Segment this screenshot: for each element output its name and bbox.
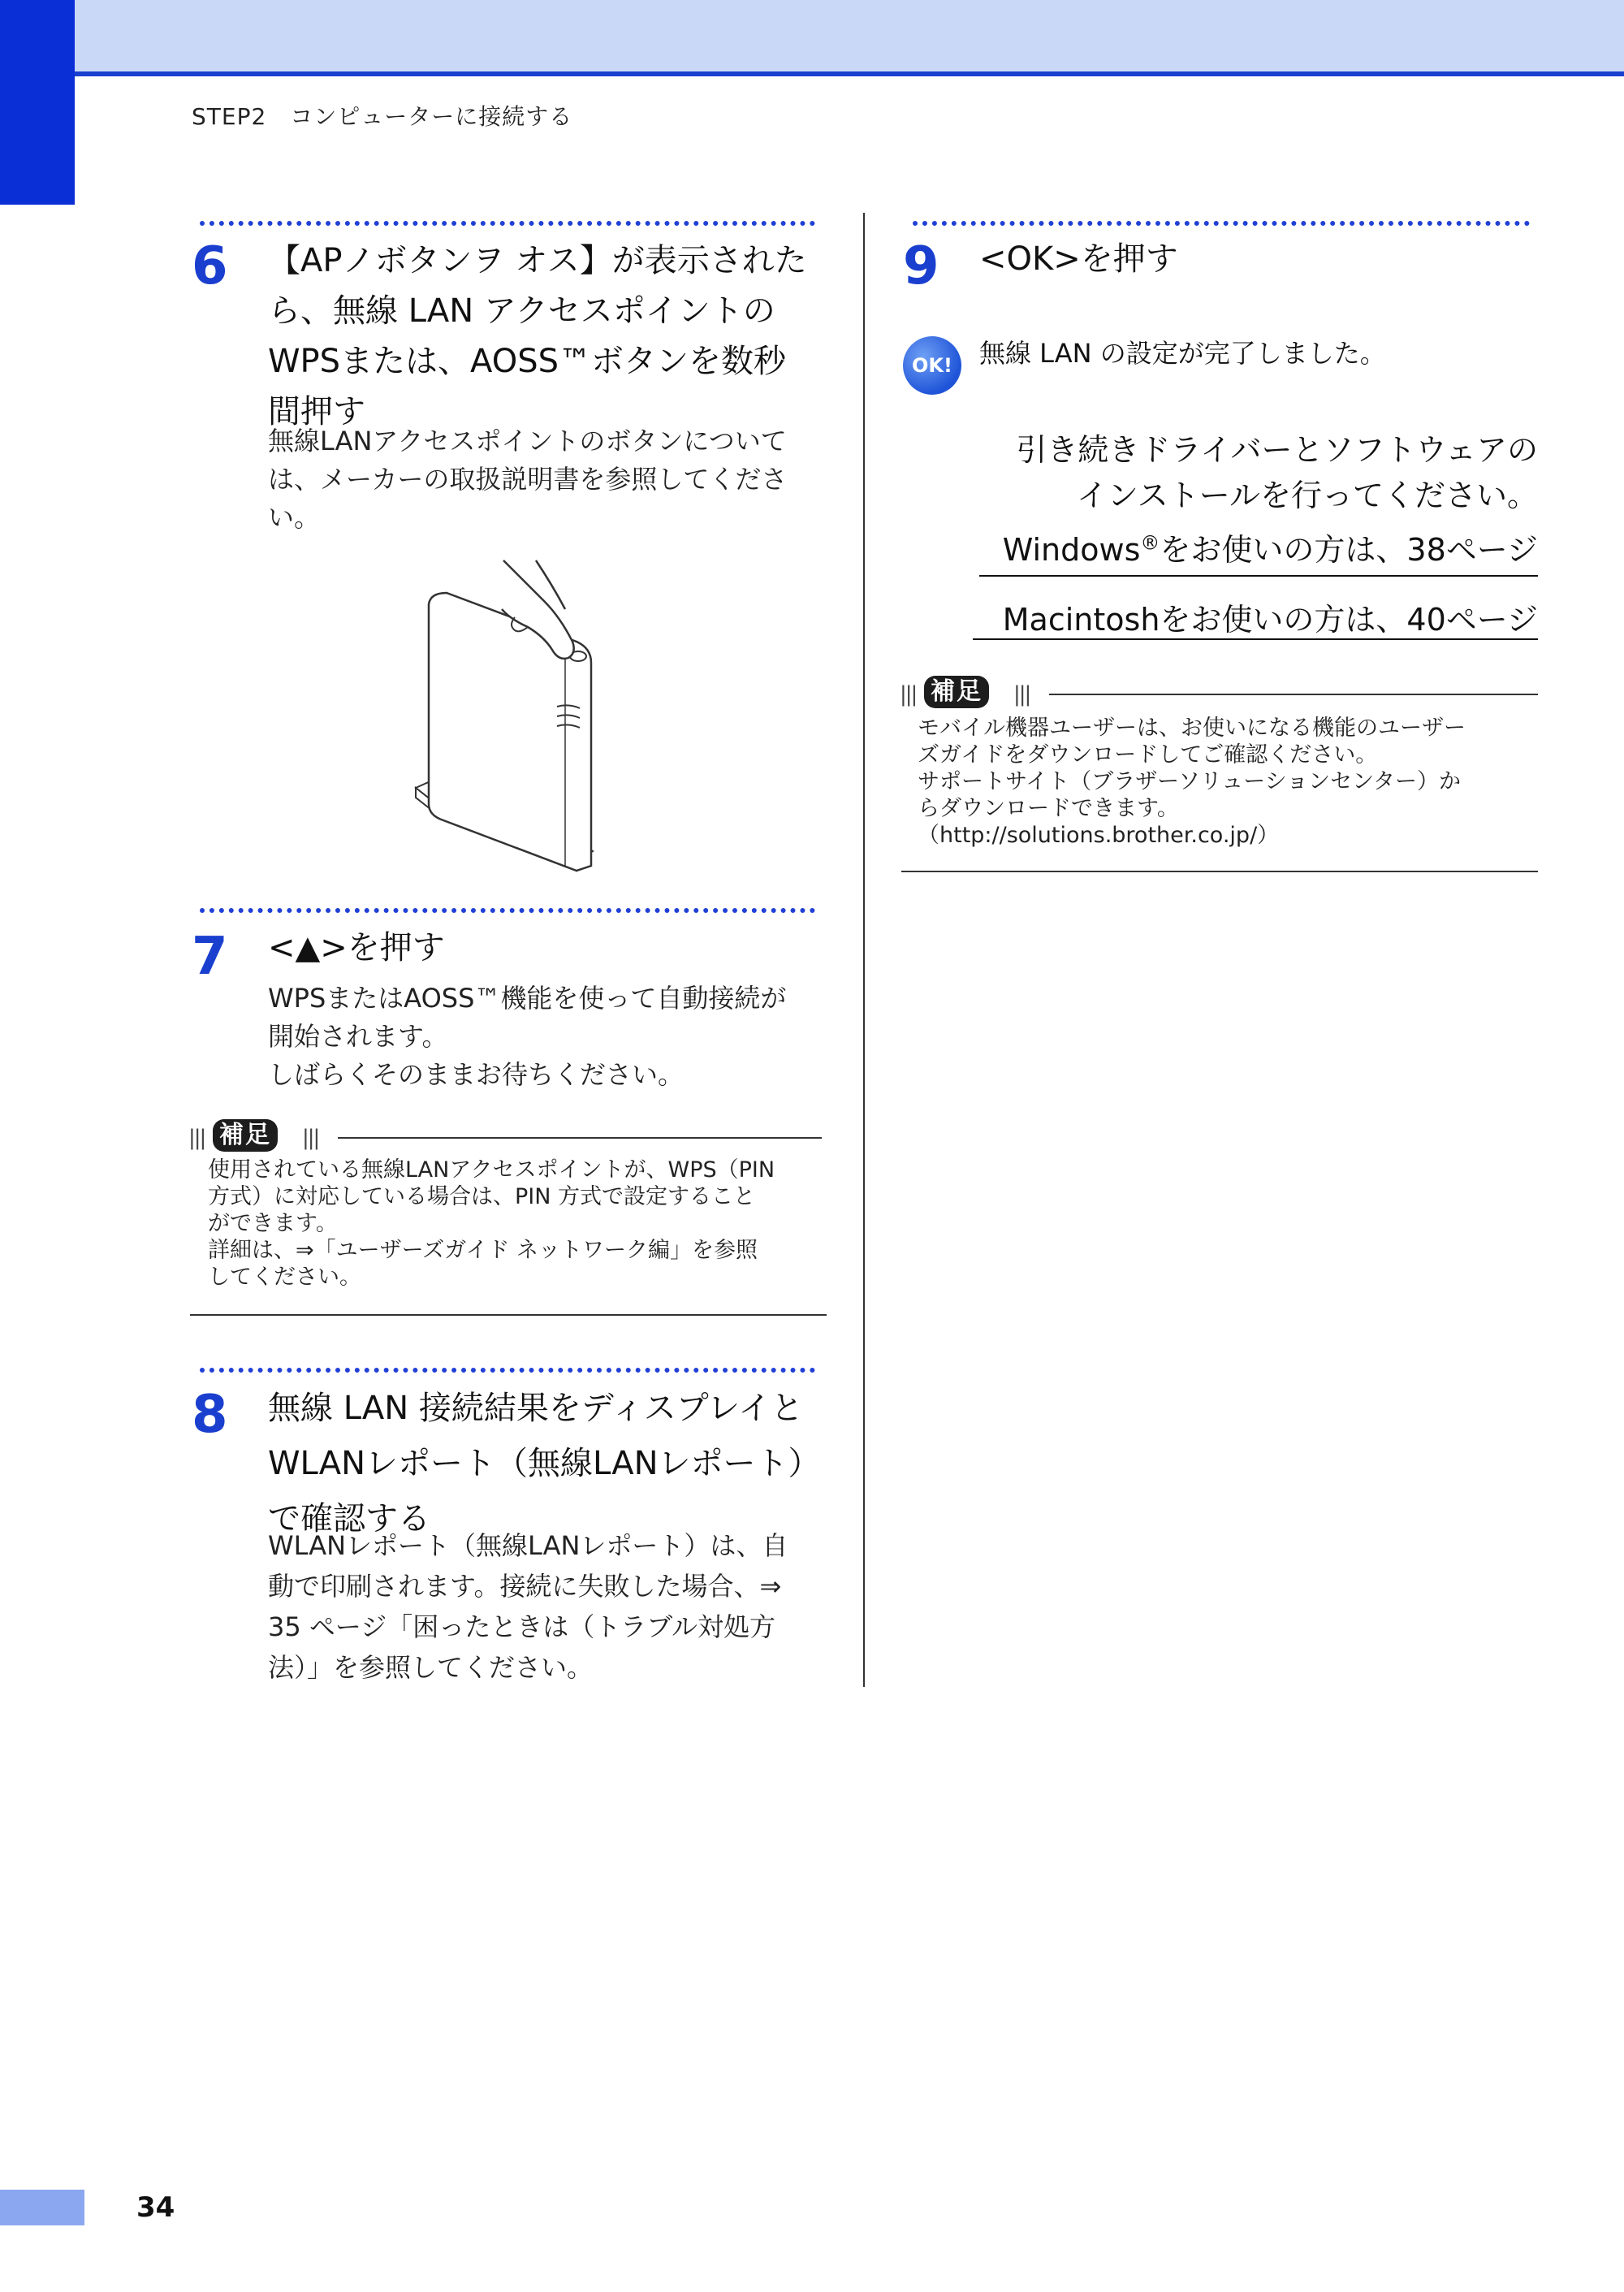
note-2-badge: 補足 [924,676,989,708]
note-1-header [188,1119,822,1152]
note-1-badge: 補足 [213,1119,278,1152]
note-2-bars-left: ||| [900,682,917,707]
note-2-line: （http://solutions.brother.co.jp/） [918,823,1280,848]
step-6-title [268,236,807,437]
step-6-body [268,422,787,537]
continue-line: 引き続きドライバーとソフトウェアの [1016,432,1538,468]
note-2-bottom-rule [901,871,1538,872]
windows-link-prefix: Windows [1002,532,1141,568]
step-6-title-line: 間押す [268,393,365,430]
step-9-title-line: <OK>を押す [979,240,1178,278]
step-6-body-line: は、メーカーの取扱説明書を参照してくださ [268,464,788,495]
windows-link-underline [979,575,1538,577]
note-2-bars-right: ||| [1013,682,1030,707]
ok-message: 無線 LAN の設定が完了しました。 [979,338,1386,369]
mac-link[interactable]: Macintoshをお使いの方は、40ページ [1002,602,1538,638]
step-6-dotted-rule [200,221,815,226]
step-6-body-line: 無線LANアクセスポイントのボタンについて [268,426,787,456]
step-7-body-line: 開始されます。 [268,1021,448,1052]
step-8-title-line: 無線 LAN 接続結果をディスプレイと [268,1390,804,1427]
registered-mark: ® [1140,531,1160,555]
step-6-title-line: WPSまたは、AOSS™ボタンを数秒 [268,343,786,380]
step-7-number: 7 [192,927,228,987]
step-9-number: 9 [903,236,939,296]
step-9-title [979,234,1178,284]
note-2-header [900,676,1538,708]
step-7-body-line: しばらくそのままお待ちください。 [268,1059,685,1090]
note-1-bottom-rule [190,1314,827,1316]
step-8-title [268,1381,821,1546]
note-2-line: モバイル機器ユーザーは、お使いになる機能のユーザー [918,716,1466,741]
note-1-text [208,1157,775,1291]
note-2-top-rule [1049,694,1538,695]
windows-link[interactable] [1003,525,1538,569]
ok-icon: OK! [903,336,961,395]
note-2-line: らダウンロードできます。 [918,796,1179,821]
step-8-title-line: で確認する [268,1500,430,1537]
step-7-body-line: WPSまたはAOSS™機能を使って自動接続が [268,983,787,1014]
step-6-body-line: い。 [268,502,321,533]
continue-line: インストールを行ってください。 [1076,478,1538,513]
step-9-dotted-rule [913,221,1530,226]
note-2-line: サポートサイト（ブラザーソリューションセンター）か [918,769,1462,794]
step-8-body-line: 動で印刷されます。接続に失敗した場合、⇒ [268,1571,782,1602]
note-1-line: してください。 [208,1265,361,1290]
step-8-body [268,1525,788,1688]
note-1-bars-right: ||| [302,1126,319,1150]
note-1-line: 方式）に対応している場合は、PIN 方式で設定すること [208,1184,756,1209]
header-rule [0,71,1624,76]
header-title: STEP2 コンピューターに接続する [192,103,573,130]
note-1-bars-left: ||| [188,1126,205,1150]
step-8-body-line: WLANレポート（無線LANレポート）は、自 [268,1530,788,1561]
column-divider [863,213,865,1687]
mac-link-underline [973,638,1538,640]
step-6-number: 6 [192,236,228,296]
step-7-title-line: <▲>を押す [268,929,445,967]
note-1-top-rule [338,1137,822,1139]
page-number-tab [0,2190,84,2225]
step-8-title-line: WLANレポート（無線LANレポート） [268,1445,821,1482]
note-2-line: ズガイドをダウンロードしてご確認ください。 [918,742,1378,768]
windows-link-suffix: をお使いの方は、38ページ [1160,532,1538,568]
step-7-title [268,923,445,973]
note-1-line: 詳細は、⇒「ユーザーズガイド ネットワーク編」を参照 [208,1238,758,1263]
header-band [0,0,1624,73]
step-8-body-line: 法）」を参照してください。 [268,1652,594,1683]
page-number: 34 [136,2191,175,2224]
step-8-number: 8 [192,1385,228,1445]
step-6-title-line: ら、無線 LAN アクセスポイントの [268,292,775,330]
note-1-line: 使用されている無線LANアクセスポイントが、WPS（PIN [208,1157,775,1183]
note-1-line: ができます。 [208,1211,338,1236]
step-8-dotted-rule [200,1368,815,1373]
step-7-dotted-rule [200,908,815,913]
note-2-text [918,715,1466,849]
router-illustration [406,552,633,877]
step-7-body [268,980,786,1094]
section-tab [0,0,75,205]
continue-text [1016,427,1538,518]
step-8-body-line: 35 ページ「困ったときは（トラブル対処方 [268,1611,775,1642]
step-6-title-line: 【APノボタンヲ オス】が表示された [268,242,807,279]
